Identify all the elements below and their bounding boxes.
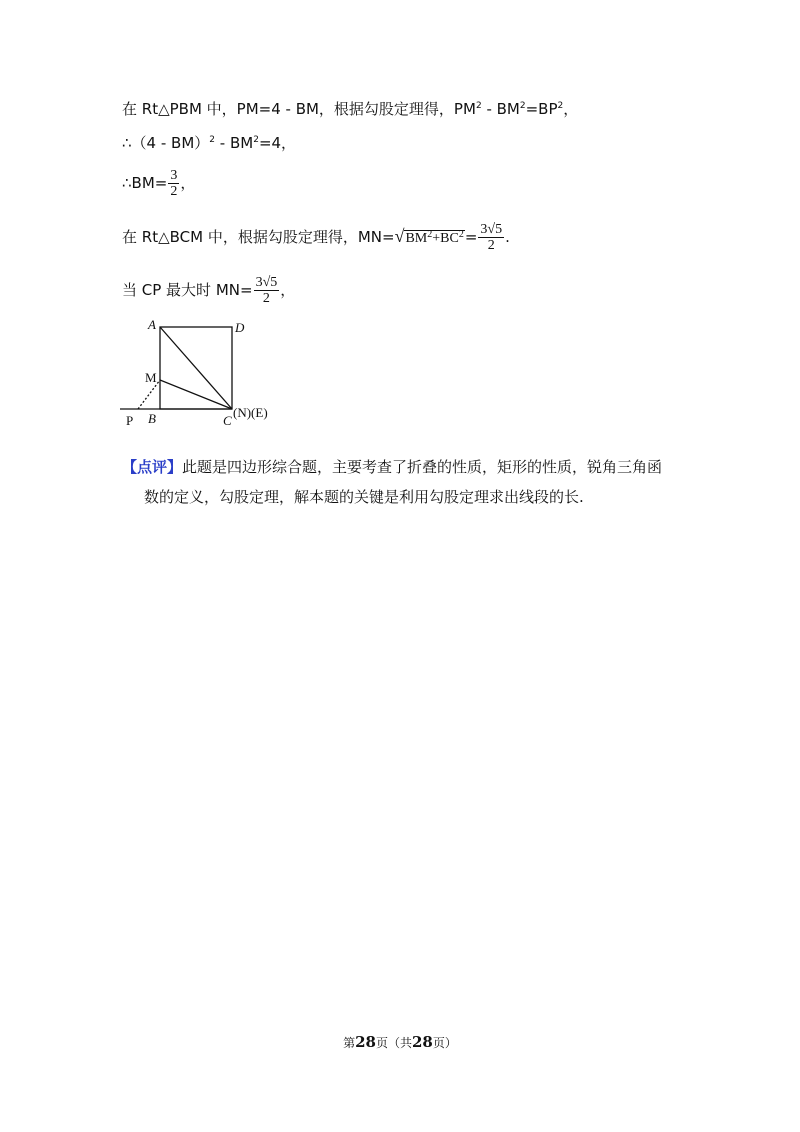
total-pages: 28 (412, 1033, 433, 1051)
exponent: 2 (475, 101, 482, 111)
exponent: 2 (557, 101, 564, 111)
footer-text: 页（共 (375, 1036, 412, 1050)
numerator: 3√5 (480, 222, 503, 237)
fraction (478, 222, 504, 253)
exponent: 2 (458, 229, 464, 240)
label-d: D (235, 320, 245, 335)
footer-text: 页） (432, 1036, 457, 1050)
solution-line-4 (122, 222, 510, 253)
comment-text: 数的定义，勾股定理，解本题的关键是利用勾股定理求出线段的长. (144, 488, 584, 506)
text: 当 CP 最大时 MN= (122, 281, 253, 299)
square-root: $√BM^2+BC^2$ (394, 226, 464, 246)
solution-line-5 (122, 275, 295, 306)
exponent: 2 (209, 135, 216, 145)
text: ， (563, 100, 579, 118)
text: ， (280, 281, 296, 299)
text: . (505, 228, 510, 246)
geometry-figure (110, 312, 300, 437)
solution-line-3 (122, 168, 195, 199)
page-footer (0, 1033, 800, 1051)
label-n-e: (N)(E) (233, 405, 268, 420)
text: ∴BM= (122, 174, 168, 192)
exponent: 2 (253, 135, 259, 145)
label-b: B (148, 411, 156, 426)
comment-block (122, 452, 702, 512)
label-a: A (148, 317, 156, 332)
comment-text: 此题是四边形综合题，主要考查了折叠的性质，矩形的性质，锐角三角函 (182, 458, 663, 476)
denominator: 2 (170, 184, 178, 199)
comment-tag: 【点评】 (122, 458, 183, 476)
segment-ac (160, 327, 232, 409)
text: =BP (525, 100, 558, 118)
denominator: 2 (487, 238, 495, 253)
text: - BM (481, 100, 520, 118)
text: ， (180, 174, 196, 192)
fraction (168, 168, 179, 199)
segment-mc (160, 380, 232, 409)
exponent: 2 (427, 229, 433, 240)
text: 在 Rt△BCM 中，根据勾股定理得，MN= (122, 228, 395, 246)
solution-line-2 (122, 133, 296, 153)
text: ∴（4 - BM） (122, 134, 210, 152)
text: - BM (215, 134, 254, 152)
fraction (254, 275, 280, 306)
numerator: 3 (170, 168, 178, 183)
solution-line-1 (122, 99, 578, 119)
label-c: C (223, 413, 232, 428)
text: BM (405, 231, 428, 246)
exponent: 2 (519, 101, 526, 111)
page-number: 28 (355, 1033, 376, 1051)
text: = (464, 228, 478, 246)
text: +BC (432, 231, 459, 246)
numerator: 3√5 (255, 275, 278, 290)
label-m: M (145, 370, 157, 385)
text: =4， (258, 134, 297, 152)
text: 在 Rt△PBM 中，PM=4 - BM，根据勾股定理得，PM (122, 100, 476, 118)
footer-text: 第 (343, 1036, 356, 1050)
denominator: 2 (262, 291, 270, 306)
label-p: P (126, 413, 134, 428)
